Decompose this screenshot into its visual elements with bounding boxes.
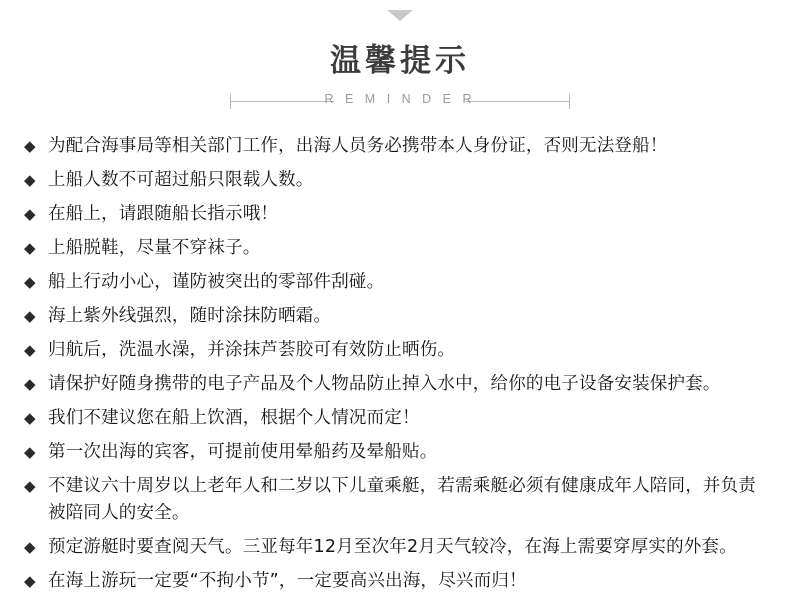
list-item xyxy=(24,473,766,527)
diamond-bullet-icon: ◆ xyxy=(24,205,36,223)
list-item xyxy=(24,534,766,561)
list-item xyxy=(24,303,766,330)
subtitle-divider xyxy=(230,89,570,115)
list-item-text: 上船人数不可超过船只限载人数。 xyxy=(48,169,314,190)
list-item-text: 不建议六十周岁以上老年人和二岁以下儿童乘艇，若需乘艇必须有健康成年人陪同，并负责被陪同人的安全。 xyxy=(48,475,756,523)
list-item-text: 在海上游玩一定要“不拘小节”，一定要高兴出海，尽兴而归！ xyxy=(48,570,527,591)
diamond-bullet-icon: ◆ xyxy=(24,375,36,393)
list-item-text: 归航后，洗温水澡，并涂抹芦荟胶可有效防止晒伤。 xyxy=(48,339,456,360)
list-item xyxy=(24,439,766,466)
list-item xyxy=(24,167,766,194)
diamond-bullet-icon: ◆ xyxy=(24,171,36,189)
reminder-list xyxy=(0,133,800,595)
list-item-text: 在船上，请跟随船长指示哦！ xyxy=(48,203,279,224)
diamond-bullet-icon: ◆ xyxy=(24,307,36,325)
page-title: 温馨提示 xyxy=(330,43,470,79)
list-item-text: 上船脱鞋，尽量不穿袜子。 xyxy=(48,237,261,258)
diamond-bullet-icon: ◆ xyxy=(24,273,36,291)
diamond-bullet-icon: ◆ xyxy=(24,239,36,257)
diamond-bullet-icon: ◆ xyxy=(24,538,36,556)
list-item-text: 请保护好随身携带的电子产品及个人物品防止掉入水中，给你的电子设备安装保护套。 xyxy=(48,373,721,394)
list-item-text: 第一次出海的宾客，可提前使用晕船药及晕船贴。 xyxy=(48,441,438,462)
list-item xyxy=(24,235,766,262)
list-item xyxy=(24,568,766,595)
top-arrow-container xyxy=(0,0,800,28)
list-item-text: 预定游艇时要查阅天气。三亚每年12月至次年2月天气较冷，在海上需要穿厚实的外套。 xyxy=(48,536,737,557)
list-item-text: 船上行动小心，谨防被突出的零部件刮碰。 xyxy=(48,271,385,292)
list-item xyxy=(24,201,766,228)
list-item xyxy=(24,133,766,160)
diamond-bullet-icon: ◆ xyxy=(24,137,36,155)
page-header xyxy=(0,44,800,115)
list-item xyxy=(24,405,766,432)
diamond-bullet-icon: ◆ xyxy=(24,409,36,427)
diamond-bullet-icon: ◆ xyxy=(24,443,36,461)
diamond-bullet-icon: ◆ xyxy=(24,341,36,359)
triangle-down-icon xyxy=(387,10,413,21)
list-item xyxy=(24,269,766,296)
list-item-text: 为配合海事局等相关部门工作，出海人员务必携带本人身份证，否则无法登船！ xyxy=(48,135,668,156)
page-subtitle: R E M I N D E R xyxy=(324,91,476,106)
list-item-text: 海上紫外线强烈，随时涂抹防晒霜。 xyxy=(48,305,332,326)
diamond-bullet-icon: ◆ xyxy=(24,477,36,495)
list-item-text: 我们不建议您在船上饮酒，根据个人情况而定！ xyxy=(48,407,420,428)
diamond-bullet-icon: ◆ xyxy=(24,572,36,590)
list-item xyxy=(24,371,766,398)
list-item xyxy=(24,337,766,364)
